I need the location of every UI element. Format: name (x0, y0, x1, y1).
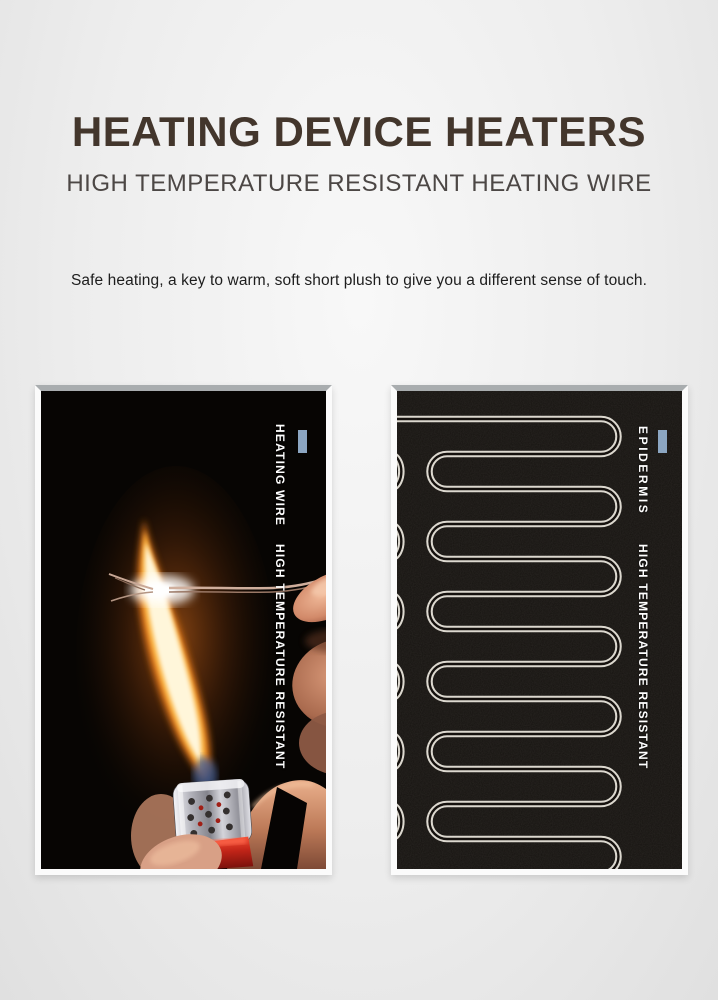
left-panel-label-secondary: HIGH TEMPERATURE RESISTANT (273, 544, 287, 770)
left-panel-label-primary: HEATING WIRE (273, 424, 287, 527)
page-subtitle: HIGH TEMPERATURE RESISTANT HEATING WIRE (66, 170, 652, 197)
right-panel-label-primary: EPIDERMIS (636, 426, 650, 516)
panel-epidermis-photo (391, 385, 688, 875)
right-panel-accent-dash (658, 430, 667, 453)
page-title: HEATING DEVICE HEATERS (71, 108, 647, 155)
page-description: Safe heating, a key to warm, soft short plush to give you a different sense of touch. (70, 272, 647, 289)
left-panel-accent-dash (298, 430, 307, 453)
panel-heating-wire-photo (35, 385, 332, 875)
right-panel-label-secondary: HIGH TEMPERATURE RESISTANT (636, 544, 650, 770)
